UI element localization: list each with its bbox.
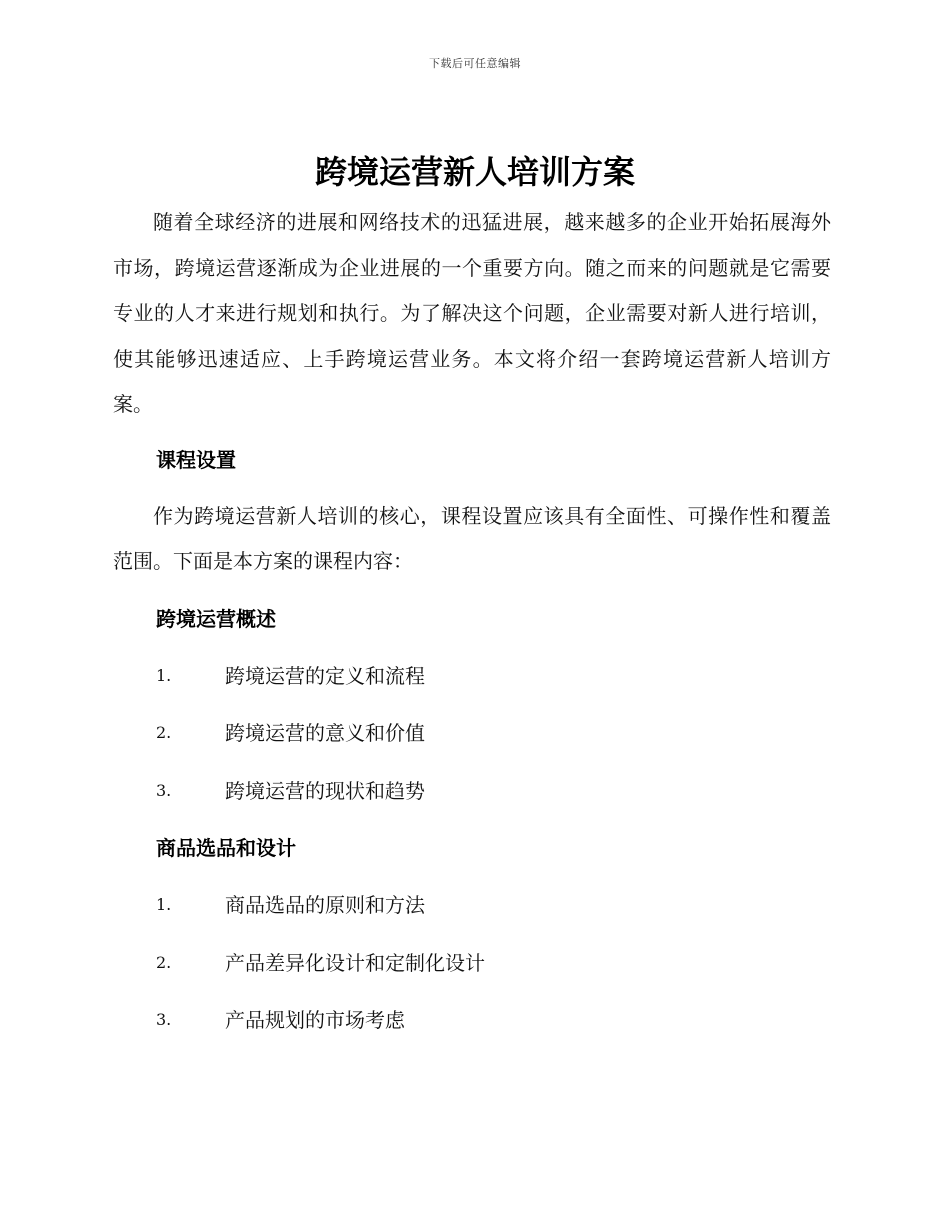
intro-paragraph: 随着全球经济的进展和网络技术的迅猛进展，越来越多的企业开始拓展海外市场，跨境运营逐渐成为企业进展的一个重要方向。随之而来的问题就是它需要专业的人才来进行规划和执行。为了解决这个问题，企业需要对新人进行培训，使其能够迅速适应、上手跨境运营业务。本文将介绍一套跨境运营新人培训方案。 (113, 210, 831, 416)
list-item (156, 948, 836, 978)
list-item (156, 776, 836, 806)
section-heading-product-selection: 商品选品和设计 (156, 836, 296, 860)
document-title: 跨境运营新人培训方案 (314, 153, 635, 191)
list-item-text: 跨境运营的现状和趋势 (225, 779, 425, 803)
list-item-text: 产品规划的市场考虑 (225, 1008, 405, 1032)
list-number: 3. (156, 1010, 172, 1029)
page-header: 下载后可任意编辑 (429, 57, 521, 70)
list-item (156, 661, 836, 691)
list-item-text: 跨境运营的意义和价值 (225, 721, 425, 745)
list-item (156, 718, 836, 748)
list-item-text: 商品选品的原则和方法 (225, 893, 425, 917)
section-heading-overview: 跨境运营概述 (156, 607, 276, 631)
list-number: 2. (156, 953, 172, 972)
list-item-text: 跨境运营的定义和流程 (225, 664, 425, 688)
list-number: 1. (156, 666, 172, 685)
course-setup-paragraph: 作为跨境运营新人培训的核心，课程设置应该具有全面性、可操作性和覆盖范围。下面是本方案的课程内容： (113, 504, 831, 573)
list-item (156, 1005, 836, 1035)
list-number: 1. (156, 895, 172, 914)
list-number: 3. (156, 781, 172, 800)
list-number: 2. (156, 723, 172, 742)
section-heading-course-setup: 课程设置 (156, 448, 236, 472)
list-item-text: 产品差异化设计和定制化设计 (225, 951, 485, 975)
list-item (156, 890, 836, 920)
